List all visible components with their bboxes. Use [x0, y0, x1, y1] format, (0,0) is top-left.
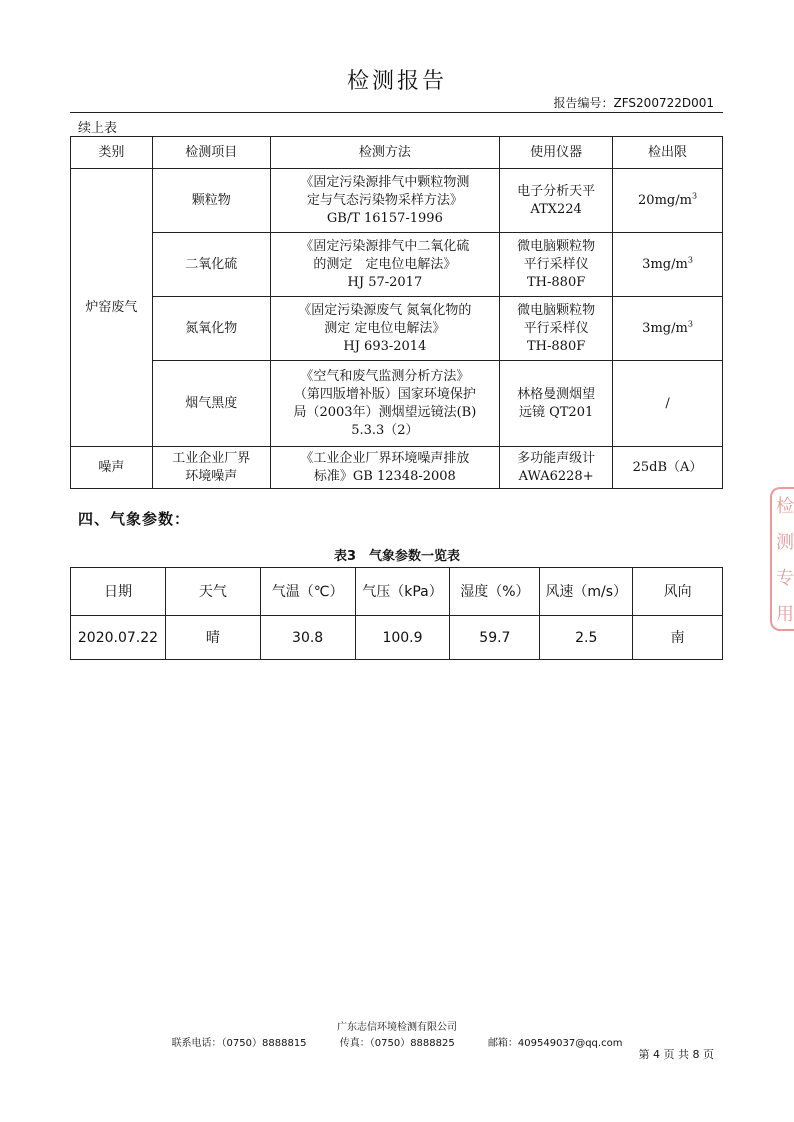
limit-superscript: 3: [687, 255, 693, 265]
header-temperature: 气温（℃）: [260, 568, 355, 616]
header-item: 检测项目: [152, 137, 270, 169]
weather-cell: 晴: [165, 616, 260, 660]
method-cell: [270, 447, 500, 489]
header-weather: 天气: [165, 568, 260, 616]
item-cell: 颗粒物: [152, 169, 270, 233]
limit-value: 20mg/m: [638, 192, 692, 208]
category-noise: 噪声: [71, 447, 153, 489]
stamp-char: 测: [776, 532, 794, 553]
table-row: [71, 616, 723, 660]
date-cell: 2020.07.22: [71, 616, 166, 660]
method-line: GB/T 16157-1996: [326, 210, 443, 226]
limit-value: 3mg/m: [642, 320, 688, 336]
item-line: 工业企业厂界: [172, 450, 251, 466]
continued-label: 续上表: [78, 121, 118, 136]
item-cell: 二氧化硫: [152, 233, 270, 297]
method-line: 《空气和废气监测分析方法》: [300, 368, 470, 384]
pressure-cell: 100.9: [355, 616, 450, 660]
limit-cell: [613, 233, 723, 297]
method-cell: [270, 297, 500, 361]
instrument-line: ATX224: [530, 201, 582, 217]
table-caption: 表3 气象参数一览表: [333, 549, 461, 564]
limit-value: 3mg/m: [642, 256, 688, 272]
limit-superscript: 3: [691, 191, 698, 201]
item-cell: [152, 447, 270, 489]
method-line: 局（2003年）测烟望远镜法(B): [293, 404, 477, 420]
table-row: [71, 447, 723, 489]
limit-cell: [613, 169, 723, 233]
category-kiln-gas: 炉窑废气: [71, 169, 153, 447]
method-line: 《工业企业厂界环境噪声排放: [300, 450, 470, 466]
header-category: 类别: [71, 137, 153, 169]
method-line: 《固定污染源废气 氮氧化物的: [298, 302, 472, 318]
header-pressure: 气压（kPa）: [355, 568, 450, 616]
temperature-cell: 30.8: [260, 616, 355, 660]
instrument-cell: [500, 297, 613, 361]
header-instrument: 使用仪器: [500, 137, 613, 169]
table-header-row: [71, 568, 723, 616]
instrument-line: TH-880F: [527, 338, 586, 354]
instrument-line: 电子分析天平: [517, 183, 596, 199]
table-row: [71, 297, 723, 361]
method-cell: [270, 169, 500, 233]
instrument-line: 多功能声级计: [517, 450, 596, 466]
item-line: 环境噪声: [185, 468, 238, 484]
section-title: 四、气象参数：: [78, 510, 191, 528]
wind-direction-cell: 南: [633, 616, 723, 660]
header-method: 检测方法: [270, 137, 500, 169]
header-wind-speed: 风速（m/s）: [540, 568, 633, 616]
instrument-line: 平行采样仪: [523, 320, 589, 336]
header-rule: [70, 112, 723, 113]
method-line: 《固定污染源排气中二氧化硫: [300, 238, 470, 254]
weather-table: [70, 567, 723, 660]
humidity-cell: 59.7: [450, 616, 540, 660]
table-row: [71, 361, 723, 447]
method-cell: [270, 233, 500, 297]
table-row: [71, 233, 723, 297]
method-line: 测定 定电位电解法》: [324, 320, 446, 336]
instrument-cell: [500, 361, 613, 447]
method-line: 标准》GB 12348-2008: [313, 468, 456, 484]
stamp-char: 检: [776, 496, 794, 517]
header-limit: 检出限: [613, 137, 723, 169]
header-wind-direction: 风向: [633, 568, 723, 616]
instrument-line: 平行采样仪: [523, 256, 589, 272]
item-cell: 烟气黑度: [152, 361, 270, 447]
report-number: 报告编号：ZFS200722D001: [553, 96, 714, 110]
method-line: 定与气态污染物采样方法》: [306, 192, 463, 208]
instrument-cell: [500, 447, 613, 489]
limit-cell: /: [613, 361, 723, 447]
table-header-row: [71, 137, 723, 169]
limit-cell: 25dB（A）: [613, 447, 723, 489]
stamp-char: 专: [776, 568, 794, 589]
instrument-cell: [500, 169, 613, 233]
page-title: 检测报告: [346, 69, 447, 94]
table-row: [71, 169, 723, 233]
footer-company: 广东志信环境检测有限公司: [337, 1022, 457, 1033]
footer-email: 邮箱：409549037@qq.com: [487, 1038, 623, 1049]
limit-cell: [613, 297, 723, 361]
instrument-line: 微电脑颗粒物: [517, 302, 596, 318]
instrument-line: 微电脑颗粒物: [517, 238, 596, 254]
instrument-line: TH-880F: [527, 274, 586, 290]
item-cell: 氮氧化物: [152, 297, 270, 361]
seal-stamp: [770, 487, 794, 631]
detection-methods-table: [70, 136, 723, 489]
limit-superscript: 3: [687, 319, 693, 329]
stamp-char: 用: [776, 604, 794, 625]
instrument-cell: [500, 233, 613, 297]
instrument-line: AWA6228+: [518, 468, 594, 484]
method-line: 《固定污染源排气中颗粒物测: [300, 174, 470, 190]
method-line: （第四版增补版）国家环境保护: [293, 386, 476, 402]
header-humidity: 湿度（%）: [450, 568, 540, 616]
method-line: 的测定 定电位电解法》: [313, 256, 457, 272]
method-cell: [270, 361, 500, 447]
instrument-line: 远镜 QT201: [518, 404, 594, 420]
method-line: HJ 693-2014: [343, 338, 427, 354]
method-line: 5.3.3（2）: [351, 422, 419, 438]
header-date: 日期: [71, 568, 166, 616]
wind-speed-cell: 2.5: [540, 616, 633, 660]
page-number: 第 4 页 共 8 页: [638, 1048, 714, 1061]
footer-phone: 联系电话：（0750）8888815: [171, 1038, 307, 1049]
method-line: HJ 57-2017: [347, 274, 423, 290]
footer-fax: 传真：（0750）8888825: [339, 1038, 455, 1049]
instrument-line: 林格曼测烟望: [517, 386, 596, 402]
